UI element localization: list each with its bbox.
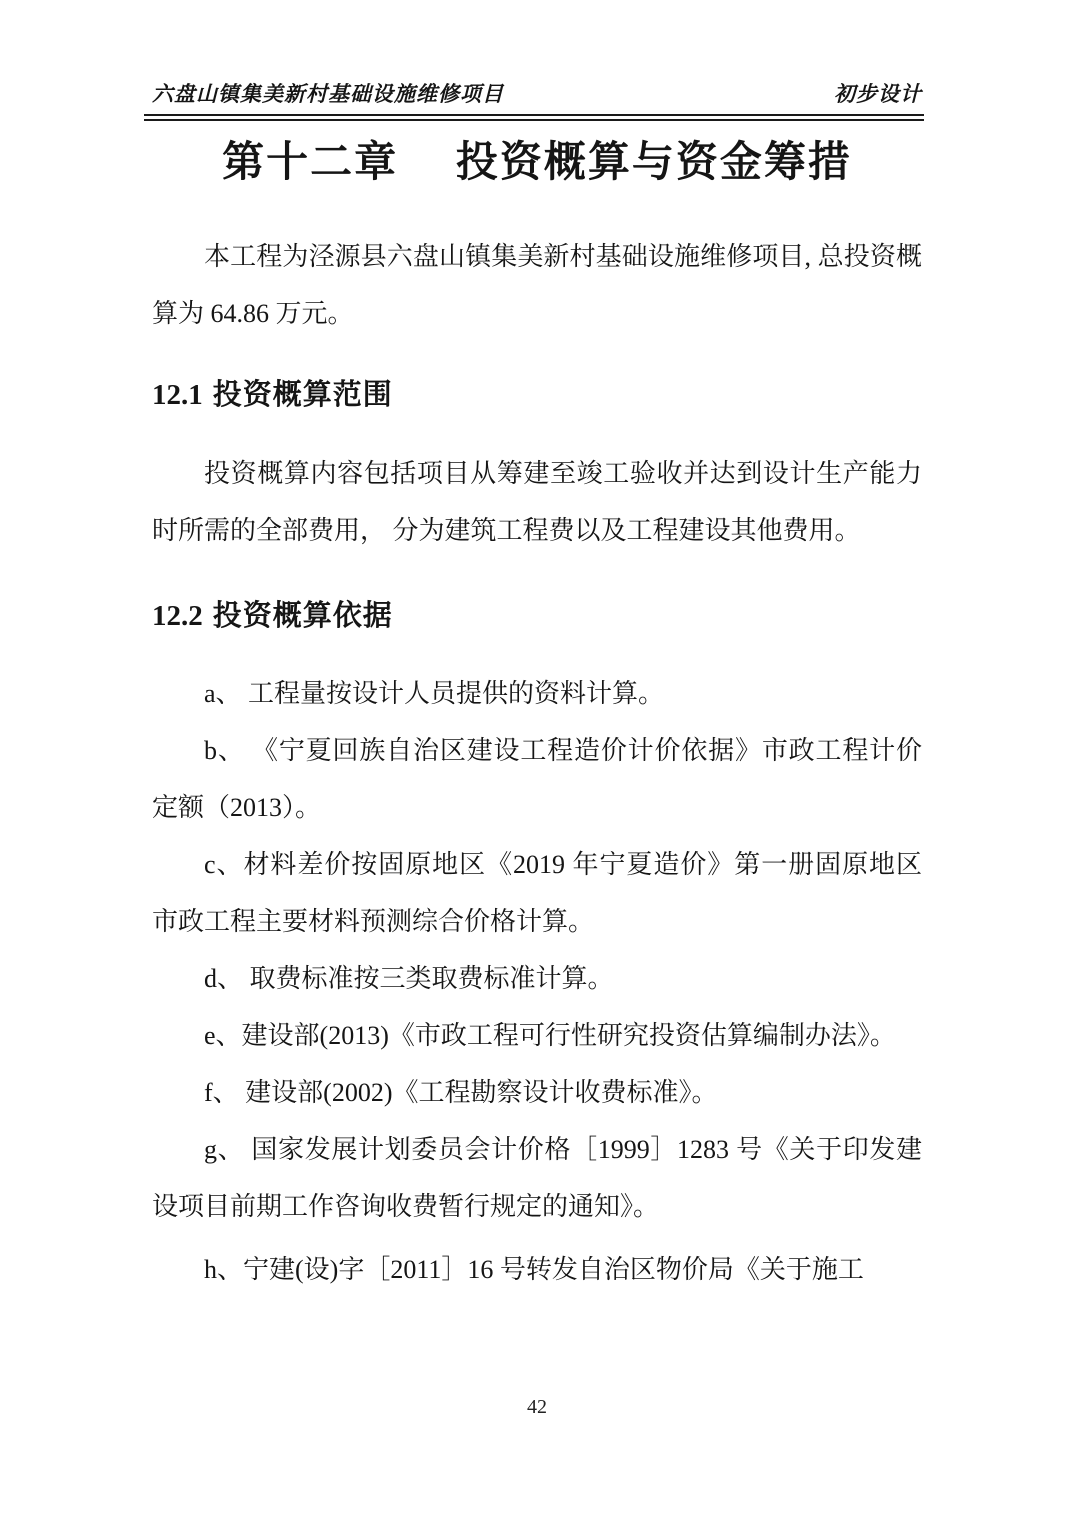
section-heading-text: 投资概算范围: [212, 379, 393, 411]
page-header: [152, 84, 922, 108]
list-item-c: c、材料差价按固原地区《2019 年宁夏造价》第一册固原地区市政工程主要材料预测综合价格计算。: [152, 850, 922, 936]
list-item-g: g、 国家发展计划委员会计价格［1999］1283 号《关于印发建设项目前期工作咨询收费暂行规定的通知》。: [152, 1135, 922, 1221]
page-number: 42: [527, 1396, 547, 1418]
section-heading-12-2: [152, 595, 922, 637]
list-item-h: h、宁建(设)字［2011］16 号转发自治区物价局《关于施工: [204, 1255, 864, 1284]
section-heading-12-1: [152, 374, 922, 416]
chapter-title: 第十二章 投资概算与资金筹措: [222, 138, 852, 185]
header-rule: [144, 114, 924, 121]
section-heading-text: 投资概算依据: [212, 600, 393, 632]
list-item-a: a、 工程量按设计人员提供的资料计算。: [204, 679, 665, 708]
section-number: 12.2: [152, 600, 203, 632]
list-item-f: f、 建设部(2002)《工程勘察设计收费标准》。: [204, 1078, 718, 1107]
page-content: [152, 0, 922, 1298]
list-item-b: b、 《宁夏回族自治区建设工程造价计价依据》市政工程计价定额（2013）。: [152, 736, 922, 822]
list-item-e: e、建设部(2013)《市政工程可行性研究投资估算编制办法》。: [204, 1021, 896, 1050]
list-item-d: d、 取费标准按三类取费标准计算。: [204, 964, 614, 993]
header-right-text: 初步设计: [834, 82, 922, 106]
section-12-1-paragraph: 投资概算内容包括项目从筹建至竣工验收并达到设计生产能力时所需的全部费用， 分为建筑工程费以及工程建设其他费用。: [152, 459, 922, 545]
intro-paragraph: 本工程为泾源县六盘山镇集美新村基础设施维修项目, 总投资概算为 64.86 万元。: [152, 242, 922, 328]
section-number: 12.1: [152, 379, 203, 411]
header-left-text: 六盘山镇集美新村基础设施维修项目: [152, 82, 504, 106]
